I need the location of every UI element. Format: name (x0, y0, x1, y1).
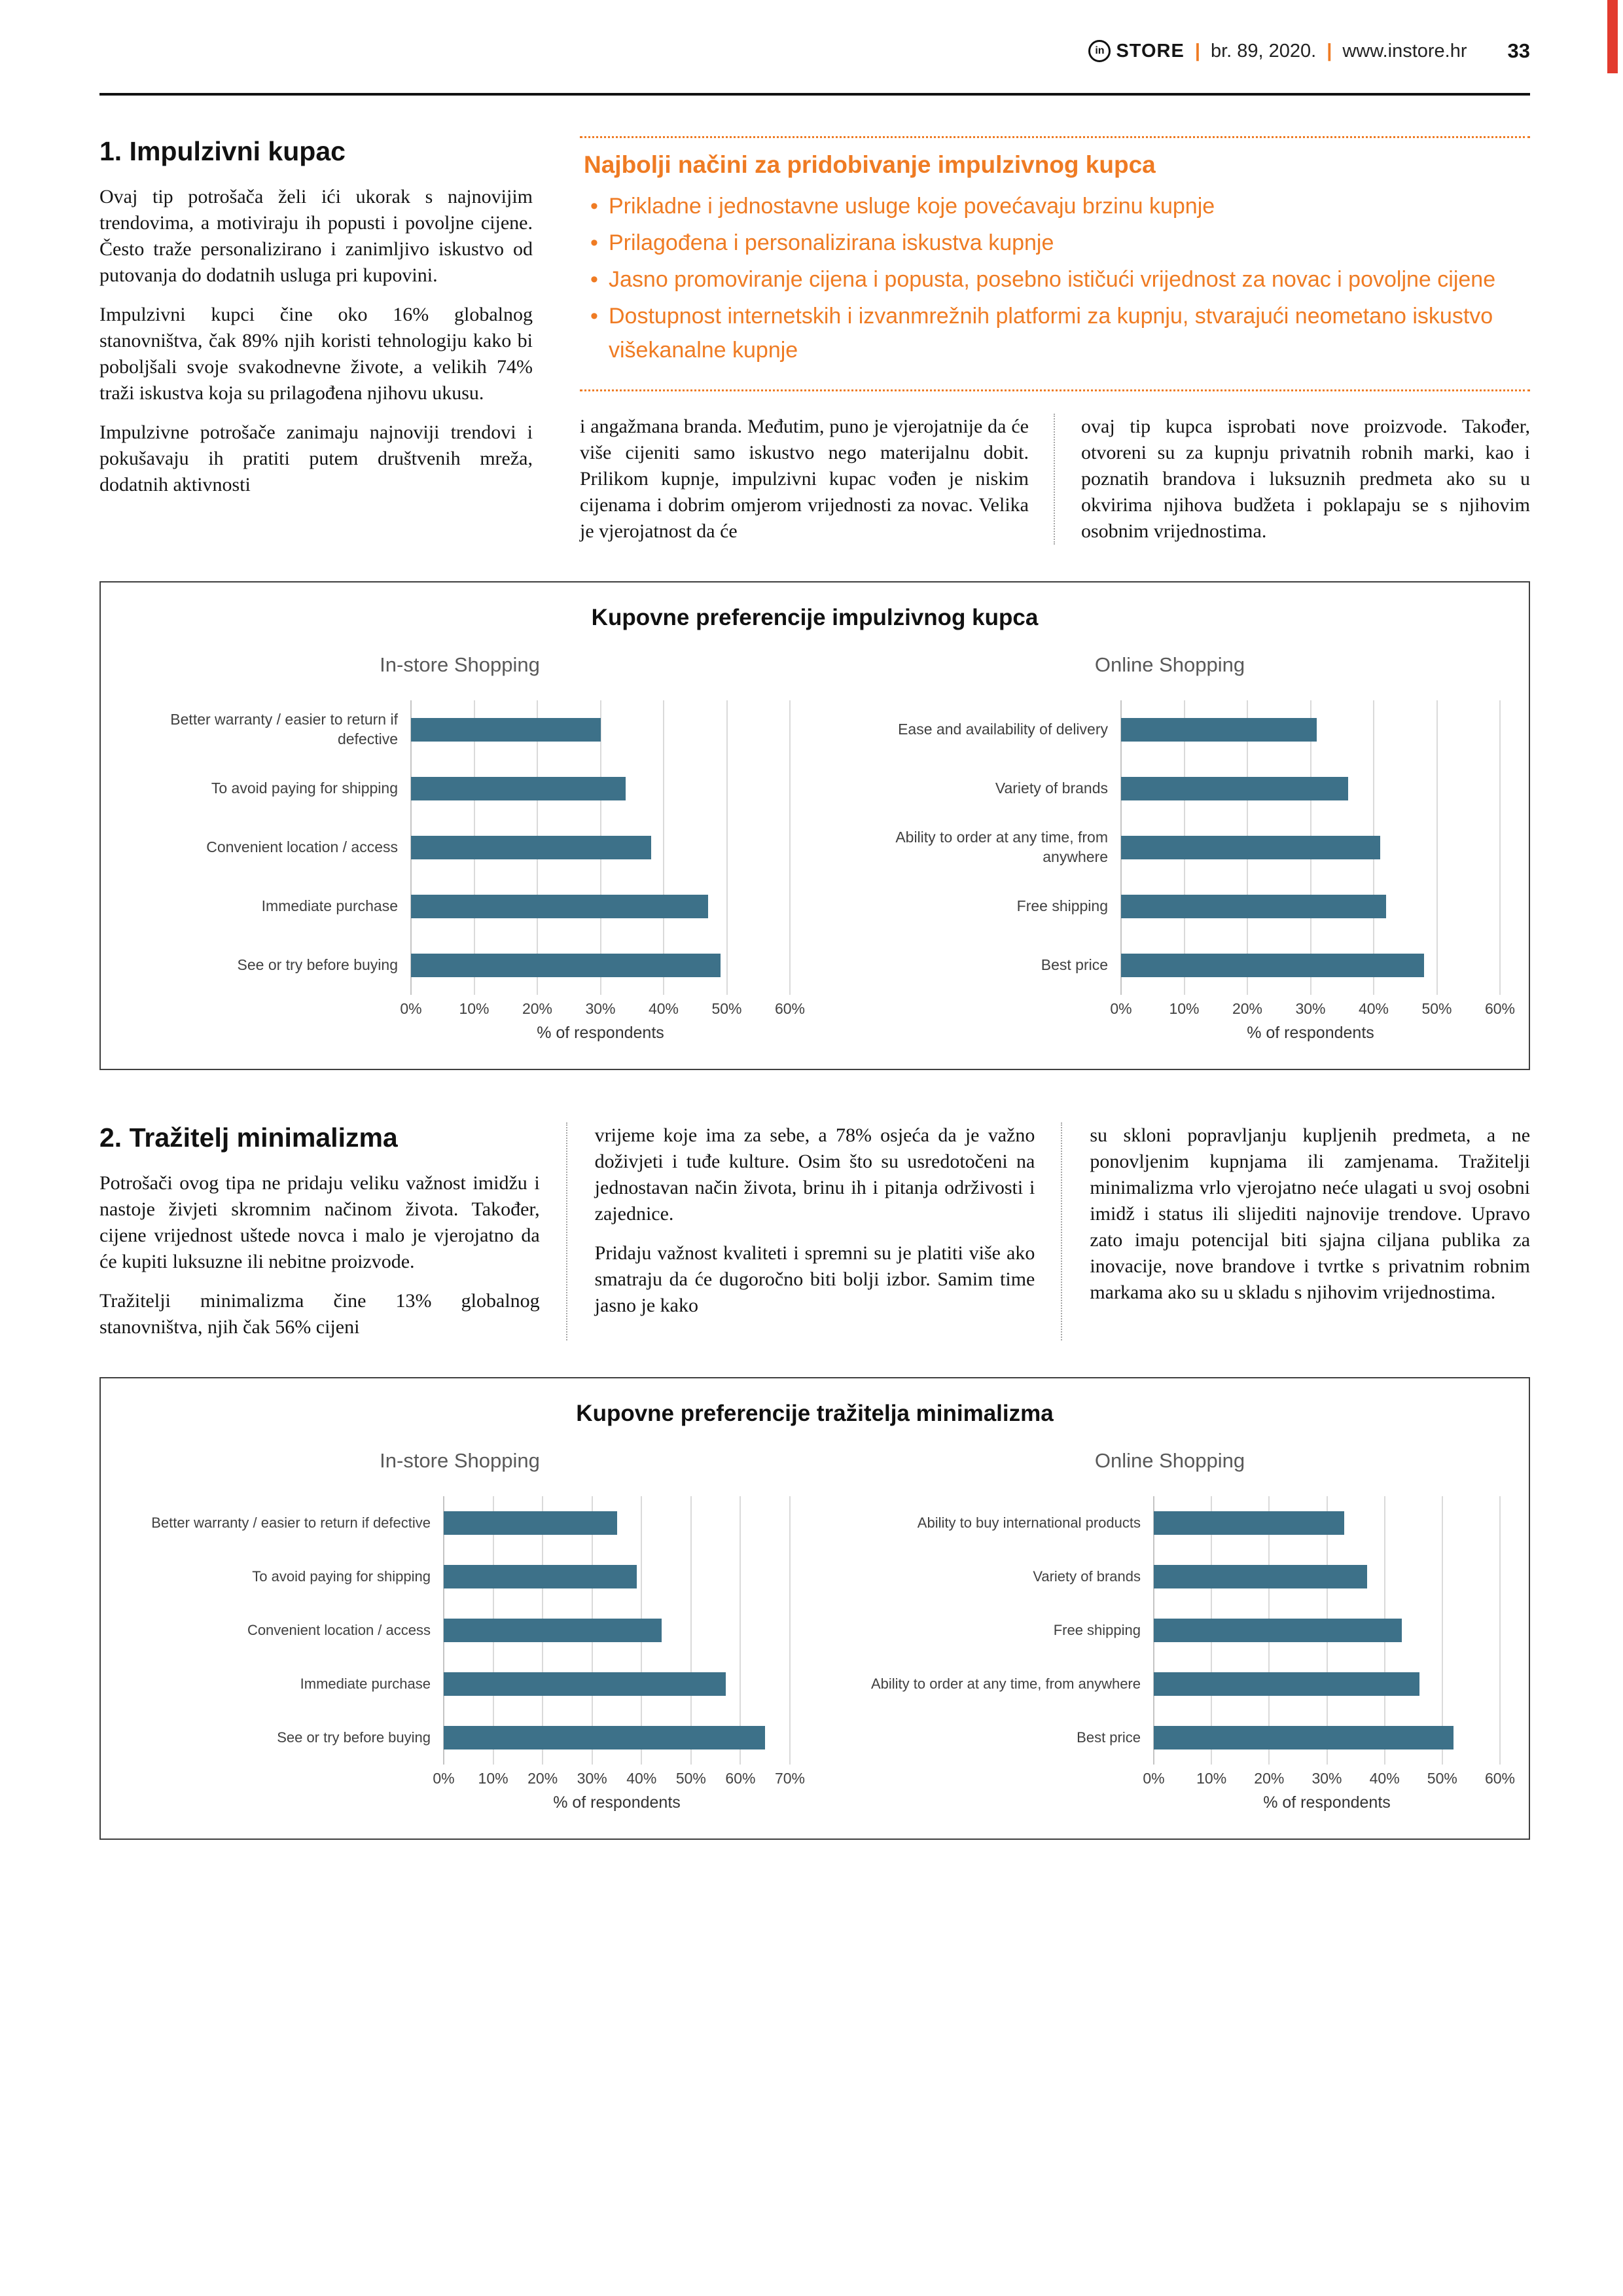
website-url: www.instore.hr (1342, 40, 1467, 62)
chart-axis-tick-label: 40% (626, 1770, 657, 1787)
axis-spacer (840, 1000, 1121, 1024)
chart-bar-row (1154, 1657, 1500, 1711)
chart-axis-tick-label: 30% (577, 1770, 607, 1787)
chart-x-axis-label: % of respondents (1263, 1793, 1391, 1812)
header-rule (99, 93, 1530, 96)
instore-logo (1088, 40, 1184, 62)
chart-bar-row (411, 700, 790, 759)
section1-left-column (99, 136, 533, 545)
section2-paragraph: Potrošači ovog tipa ne pridaju veliku važnost imidžu i nastoje živjeti skromnim načinom života. Također, cijene vrijednost uštede novca i malo je vjerojatno da će kupiti luksuzne ili nebitne proizvode. (99, 1172, 540, 1272)
chart-axis-tick-label: 60% (725, 1770, 756, 1787)
chart-bar (1154, 1726, 1454, 1749)
section2-column-2 (566, 1122, 1061, 1340)
chart-bar (1121, 777, 1348, 800)
instore-logo-icon: in (1088, 40, 1111, 62)
section2-paragraph: su skloni popravljanju kupljenih predmeta, a ne ponovljenim kupnjama ili zamjenama. Tražitelji minimalizma vrlo vjerojatno neće ulagati u svoj osobni imidž i status ili slijediti najnovije trendove. Upravo zato imaju potencijal biti sjajna ciljana publika za inovacije, nove brandove i tvrtke s privatnim robnim markama ako su u skladu s njihovim vrijednostima. (1090, 1124, 1531, 1303)
chart-axis-tick-label: 70% (774, 1770, 806, 1787)
section2-paragraph: Pridaju važnost kvaliteti i spremni su je platiti više ako smatraju da će dugoročno biti bolji izbor. Samim time jasno je kako (594, 1242, 1035, 1316)
chart-category-label: Convenient location / access (206, 838, 398, 856)
chart-axis-tick-label: 30% (585, 1000, 616, 1017)
brand-name: STORE (1116, 40, 1185, 62)
chart-bar (444, 1726, 765, 1749)
chart-bar (411, 777, 626, 800)
chart-bar-row (1154, 1711, 1500, 1765)
chart-subtitle: Online Shopping (1094, 653, 1245, 676)
bar-chart-impulsive-instore (130, 636, 806, 1043)
chart-category-label: Best price (1077, 1729, 1141, 1746)
chart-axis-tick-label: 30% (1295, 1000, 1326, 1017)
chart-axis-tick-label: 0% (1143, 1770, 1165, 1787)
chart-bar-row (444, 1657, 790, 1711)
chart-plot-area (411, 700, 790, 995)
chart-box-title: Kupovne preferencije impulzivnog kupca (591, 605, 1039, 630)
chart-category-label: To avoid paying for shipping (211, 780, 398, 797)
section1-paragraph: Impulzivne potrošače zanimaju najnoviji trendovi i pokušavaju ih pratiti putem društvenih mreža, dodatnih aktivnosti (99, 422, 533, 495)
chart-bar (1121, 895, 1386, 918)
chart-bar-row (1121, 936, 1500, 995)
chart-x-axis (433, 1770, 806, 1793)
chart-category-label: Immediate purchase (261, 897, 398, 915)
chart-bar-row (1154, 1550, 1500, 1604)
chart-axis-tick-label: 40% (648, 1000, 679, 1017)
section2-column-3 (1061, 1122, 1530, 1340)
chart-bar-row (1121, 700, 1500, 759)
chart-bar-row (444, 1496, 790, 1550)
chart-subtitle: Online Shopping (1094, 1449, 1245, 1472)
chart-x-axis (1110, 1000, 1516, 1024)
chart-bar (1154, 1619, 1402, 1642)
chart-bar (444, 1511, 617, 1535)
chart-subtitle: In-store Shopping (380, 1449, 540, 1472)
chart-axis-tick-label: 40% (1369, 1770, 1400, 1787)
highlight-bullet-item: • Prilagođena i personalizirana iskustva kupnje (584, 226, 1526, 260)
chart-axis-tick-label: 50% (1421, 1000, 1452, 1017)
bar-chart-impulsive-online (840, 636, 1516, 1043)
chart-bar-row (1121, 818, 1500, 877)
chart-x-axis (1143, 1770, 1516, 1793)
highlight-bullet-list (584, 189, 1526, 367)
chart-x-axis-label: % of respondents (537, 1024, 664, 1042)
axis-spacer (840, 1024, 1121, 1043)
chart-box-impulsive-preferences (99, 581, 1530, 1070)
chart-category-label: Better warranty / easier to return if defective (151, 1514, 431, 1531)
chart-category-labels (130, 700, 411, 995)
section1-heading: 1. Impulzivni kupac (99, 136, 346, 166)
chart-category-labels (130, 1496, 444, 1765)
chart-x-axis-label: % of respondents (553, 1793, 681, 1812)
chart-axis-tick-label: 60% (1484, 1000, 1516, 1017)
chart-category-label: Ease and availability of delivery (898, 721, 1108, 738)
highlight-box (580, 136, 1530, 391)
chart-bar-row (444, 1550, 790, 1604)
chart-category-label: Ability to order at any time, from anywhere (895, 829, 1108, 865)
chart-bar (1121, 954, 1424, 977)
chart-x-axis-label: % of respondents (1247, 1024, 1374, 1042)
chart-axis-tick-label: 10% (459, 1000, 490, 1017)
section1-paragraph: i angažmana branda. Međutim, puno je vjerojatnije da će više cijeniti samo iskustvo nego materijalnu dobit. Prilikom kupnje, impulzivni kupac vođen je niskim cijenama i dobrim omjerom vrijednosti za novac. Velika je vjerojatnost da će (580, 416, 1029, 542)
chart-bar (444, 1672, 726, 1696)
section-minimalism-seeker (99, 1122, 1530, 1340)
section1-middle-column (580, 414, 1054, 545)
chart-category-label: Variety of brands (1033, 1568, 1141, 1585)
chart-axis-tick-label: 0% (433, 1770, 455, 1787)
section1-paragraph: Ovaj tip potrošača želi ići ukorak s najnovijim trendovima, a motiviraju ih popusti i povoljne cijene. Često traže personalizirano i zanimljivo iskustvo od putovanja do dodatnih usluga pri kupovini. (99, 186, 533, 286)
chart-bar-row (444, 1711, 790, 1765)
chart-axis-tick-label: 30% (1311, 1770, 1342, 1787)
chart-bar-row (1121, 759, 1500, 818)
issue-number: br. 89, 2020. (1210, 40, 1317, 62)
section1-paragraph: ovaj tip kupca isprobati nove proizvode. Također, otvoreni su za kupnju privatnih robnih marki, kao i poznatih brandova i luksuznih predmeta ako su u okvirima njihova budžeta i poklapaju se s njihovim osobnim vrijednostima. (1081, 416, 1530, 542)
chart-category-labels (840, 1496, 1154, 1765)
highlight-bullet-item: • Jasno promoviranje cijena i popusta, posebno ističući vrijednost za novac i povoljne cijene (584, 262, 1526, 296)
chart-axis-tick-label: 50% (675, 1770, 706, 1787)
chart-axis-tick-label: 20% (1232, 1000, 1263, 1017)
chart-category-label: Immediate purchase (300, 1675, 431, 1692)
chart-x-axis (400, 1000, 806, 1024)
highlight-bullet-item: • Dostupnost internetskih i izvanmrežnih platformi za kupnju, stvarajući neometano iskustvo višekanalne kupnje (584, 299, 1526, 367)
chart-axis-tick-label: 50% (711, 1000, 742, 1017)
section2-paragraph: vrijeme koje ima za sebe, a 78% osjeća da je važno doživjeti i tuđe kulture. Osim što su usredotočeni na jednostavan način života, brinu ih i pitanja održivosti i zajednice. (594, 1124, 1035, 1225)
chart-category-label: Ability to order at any time, from anywhere (870, 1675, 1141, 1692)
chart-bar (411, 718, 601, 742)
highlight-bullet-item: • Prikladne i jednostavne usluge koje povećavaju brzinu kupnje (584, 189, 1526, 223)
chart-bar (411, 836, 651, 859)
chart-bar-row (1121, 877, 1500, 936)
chart-bar (1154, 1672, 1419, 1696)
highlight-box-title: Najbolji načini za pridobivanje impulzivnog kupca (584, 151, 1156, 178)
chart-category-label: To avoid paying for shipping (252, 1568, 431, 1585)
chart-bar (1154, 1565, 1367, 1588)
chart-bar (411, 895, 708, 918)
page-header (99, 39, 1530, 63)
chart-axis-tick-label: 10% (1169, 1000, 1200, 1017)
chart-bar (444, 1565, 637, 1588)
section1-right-area (580, 136, 1530, 545)
chart-box-minimalism-preferences (99, 1377, 1530, 1840)
page-number: 33 (1507, 39, 1530, 62)
chart-category-label: Ability to buy international products (917, 1514, 1141, 1531)
chart-box-title: Kupovne preferencije tražitelja minimalizma (576, 1401, 1054, 1426)
chart-axis-tick-label: 0% (400, 1000, 422, 1017)
chart-bar-row (1154, 1496, 1500, 1550)
chart-axis-tick-label: 10% (478, 1770, 508, 1787)
chart-plot-area (444, 1496, 790, 1765)
chart-bar-row (444, 1604, 790, 1657)
chart-bar (1154, 1511, 1344, 1535)
chart-bar (411, 954, 721, 977)
chart-axis-tick-label: 20% (522, 1000, 553, 1017)
chart-axis-tick-label: 50% (1427, 1770, 1457, 1787)
axis-spacer (840, 1770, 1154, 1793)
chart-category-label: Variety of brands (995, 780, 1108, 797)
section2-heading: 2. Tražitelj minimalizma (99, 1122, 398, 1153)
chart-axis-tick-label: 10% (1196, 1770, 1227, 1787)
chart-bar-row (411, 759, 790, 818)
axis-spacer (130, 1024, 411, 1043)
charts-row (130, 1432, 1516, 1812)
bar-chart-minimalism-instore (130, 1432, 806, 1812)
section2-column-1 (99, 1122, 566, 1340)
charts-row (130, 636, 1516, 1043)
chart-axis-tick-label: 20% (1254, 1770, 1285, 1787)
chart-bar-row (411, 818, 790, 877)
chart-bar (1121, 836, 1380, 859)
chart-category-label: Free shipping (1053, 1621, 1141, 1638)
chart-bar (1121, 718, 1317, 742)
section1-continuation-columns (580, 414, 1530, 545)
chart-category-label: Free shipping (1016, 897, 1108, 915)
chart-bar-row (411, 877, 790, 936)
header-separator: | (1194, 40, 1200, 62)
chart-axis-tick-label: 20% (527, 1770, 558, 1787)
axis-spacer (840, 1793, 1154, 1812)
chart-axis-tick-label: 0% (1110, 1000, 1132, 1017)
chart-bar-row (1154, 1604, 1500, 1657)
chart-subtitle: In-store Shopping (380, 653, 540, 676)
chart-axis-tick-label: 40% (1358, 1000, 1389, 1017)
chart-axis-tick-label: 60% (1484, 1770, 1516, 1787)
chart-category-label: Convenient location / access (247, 1621, 431, 1638)
chart-category-label: Better warranty / easier to return if defective (170, 711, 398, 747)
bar-chart-minimalism-online (840, 1432, 1516, 1812)
section1-right-column (1054, 414, 1530, 545)
chart-axis-tick-label: 60% (774, 1000, 806, 1017)
chart-plot-area (1121, 700, 1500, 995)
chart-category-label: See or try before buying (237, 956, 398, 974)
chart-category-label: See or try before buying (277, 1729, 431, 1746)
axis-spacer (130, 1793, 444, 1812)
section1-paragraph: Impulzivni kupci čine oko 16% globalnog stanovništva, čak 89% njih koristi tehnologiju kako bi poboljšali svoje svakodnevne živote, a velikih 74% traži iskustva koja su prilagođena njihovu ukusu. (99, 304, 533, 404)
section2-paragraph: Tražitelji minimalizma čine 13% globalnog stanovništva, njih čak 56% cijeni (99, 1290, 540, 1338)
header-separator: | (1327, 40, 1332, 62)
corner-accent-bar (1607, 0, 1618, 73)
chart-plot-area (1154, 1496, 1500, 1765)
chart-category-label: Best price (1041, 956, 1108, 974)
chart-bar (444, 1619, 662, 1642)
section-impulsive-buyer (99, 136, 1530, 545)
axis-spacer (130, 1770, 444, 1793)
axis-spacer (130, 1000, 411, 1024)
chart-bar-row (411, 936, 790, 995)
chart-category-labels (840, 700, 1121, 995)
